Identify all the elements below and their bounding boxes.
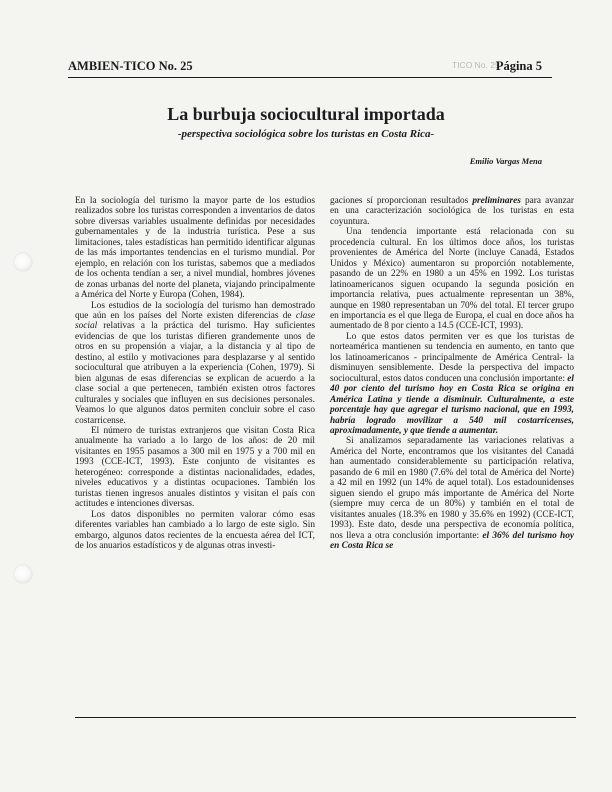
paragraph: El número de turistas extranjeros que visitan Costa Rica anualmente ha variado a lo largo de los años: de 20 mil visitantes en 1955 pasamos a 300 mil en 1975 y a 700 mil en 1993 (CCE-ICT, 1993). Este conjunto de visitantes es heterogéneo: corresponde a distintas nacionalidades, edades, niveles educativos y a distintas ocupaciones. También los turistas tienen ingresos anuales distintos y visitan el país con actitudes e intenciones diversas.	[75, 425, 315, 510]
header-rule	[68, 77, 552, 78]
footer-rule	[75, 717, 576, 718]
publication-name: AMBIEN-TICO No. 25	[68, 59, 193, 73]
bleed-through-text: TICO No. 25	[452, 60, 500, 70]
paragraph: En la sociología del turismo la mayor parte de los estudios realizados sobre los turistas corresponden a inventarios de datos sobre diversas variables usualmente definidas por necesidades gubernamentales y de la industria turística. Pese a sus limitaciones, tales estadísticas han permitido identificar algunas de las más importantes tendencias en el turismo mundial. Por ejemplo, en relación con los turistas, sabemos que a mediados de los ochenta tendían a ser, a nivel mundial, hombres jóvenes de zonas urbanas del norte del planeta, viajando principalmente a América del Norte y Europa (Cohen, 1984).	[75, 196, 315, 301]
article-author: Emilio Vargas Mena	[469, 156, 542, 166]
paragraph: Si analizamos separadamente las variaciones relativas a América del Norte, encontramos que los visitantes del Canadá han aumentado considerablemente su participación relativa, pasando de 6 mil en 1980 (7.6% del total de América del Norte) a 42 mil en 1992 (un 14% de aquel total). Los estadounidenses siguen siendo el grupo más importante de América del Norte (siempre muy cerca de un 80%) y también en el total de visitantes anuales (18.3% en 1980 y 35.6% en 1992) (CCE-ICT, 1993). Este dato, desde una perspectiva de economía política, nos lleva a otra conclusión importante: el 36% del turismo hoy en Costa Rica se	[330, 436, 574, 551]
right-column	[330, 196, 574, 551]
paragraph: Una tendencia importante está relacionada con su procedencia cultural. En los últimos doce años, los turistas provenientes de América del Norte (incluye Canadá, Estados Unidos y México) aumentaron su proporción notablemente, pasando de un 22% en 1980 a un 45% en 1992. Los turistas latinoamericanos siguen ocupando la segunda posición en importancia relativa, pues actualmente representan un 38%, aunque en 1980 representaban un 70% del total. El tercer grupo en importancia es el que llega de Europa, el cual en doce años ha aumentado de 8 por ciento a 14.5 (CCE-ICT, 1993).	[330, 227, 574, 332]
punch-hole-bottom	[14, 565, 32, 583]
page-number: Página 5	[495, 59, 542, 73]
paragraph: Los estudios de la sociología del turismo han demostrado que aún en los países del Norte existen diferencias de clase social relativas a la práctica del turismo. Hay suficientes evidencias de que los turistas difieren grandemente unos de otros en su propensión a viajar, a la distancia y al tipo de destino, al estilo y motivaciones para desplazarse y al sentido sociocultural que atribuyen a la experiencia (Cohen, 1979). Si bien algunas de esas diferencias se explican de acuerdo a la clase social a que pertenecen, también existen otros factores culturales y sociales que influyen en sus decisiones personales. Veamos lo que algunos datos permiten concluir sobre el caso costarricense.	[75, 300, 315, 426]
article-subtitle: -perspectiva sociológica sobre los turistas en Costa Rica-	[177, 128, 435, 140]
article-title: La burbuja sociocultural importada	[167, 104, 445, 124]
paragraph: Lo que estos datos permiten ver es que los turistas de norteamérica mantienen su tendencia en aumento, en tanto que los latinoamericanos - principalmente de América Central- la disminuyen sensiblemente. Desde la perspectiva del impacto sociocultural, estos datos conducen una conclusión importante: el 40 por ciento del turismo hoy en Costa Rica se origina en América Latina y tiende a disminuir. Culturalmente, a este porcentaje hay que agregar el turismo nacional, que en 1993, habría logrado movilizar a 540 mil costarricenses, aproximadamente, y que tiende a aumentar.	[330, 331, 574, 436]
punch-hole-top	[14, 253, 32, 271]
left-column	[75, 196, 315, 551]
paragraph: gaciones sí proporcionan resultados preliminares para avanzar en una caracterización sociológica de los turistas en esta coyuntura.	[330, 196, 574, 227]
paragraph: Los datos disponibles no permiten valorar cómo esas diferentes variables han cambiado a lo largo de este siglo. Sin embargo, algunos datos recientes de la encuesta aérea del ICT, de los anuarios estadísticos y de algunas otras investi-	[75, 509, 315, 551]
